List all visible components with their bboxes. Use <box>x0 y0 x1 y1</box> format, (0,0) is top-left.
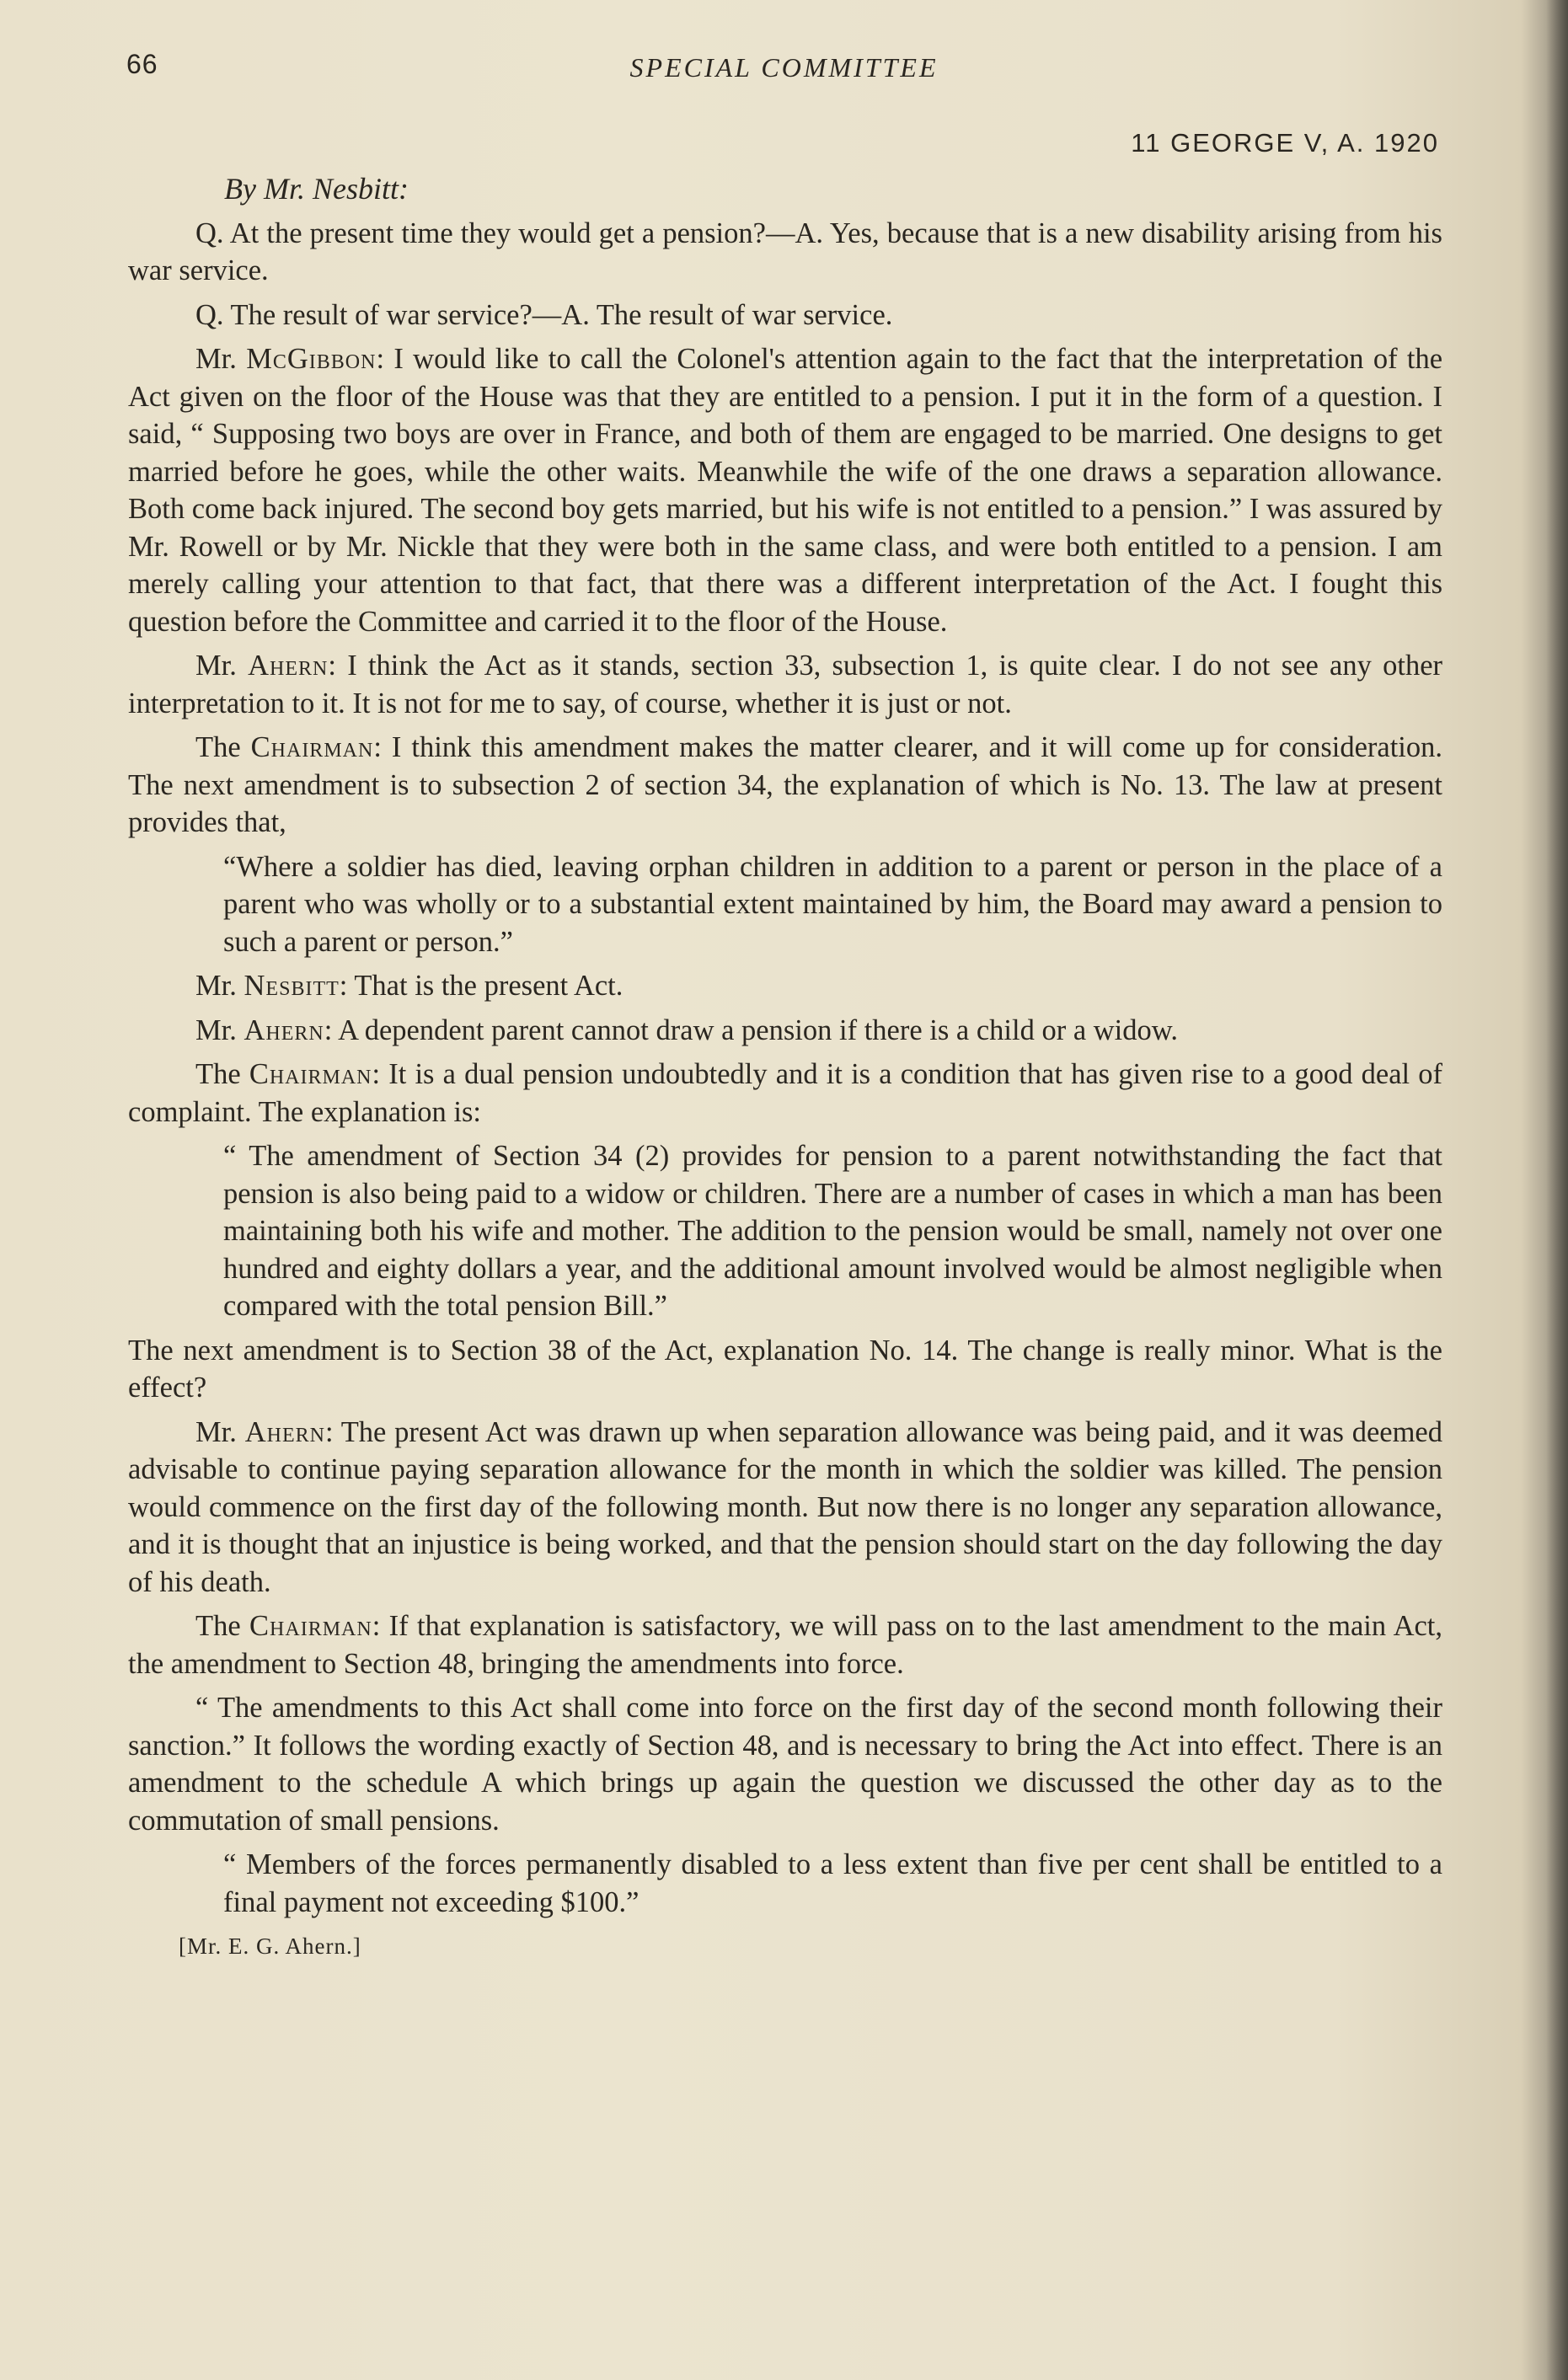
speaker-name: Chairman <box>249 1610 372 1642</box>
speaker-lead: Mr. <box>195 343 237 375</box>
page-number: 66 <box>126 49 158 79</box>
session-label: 11 GEORGE V, A. 1920 <box>1131 128 1439 158</box>
quoted-section-paragraph: “ The amendments to this Act shall come into force on the first day of the second month following their sanction.” It follows the wording exactly of Section 48, and is necessary to bring the Act into effect. There is an amendment to the schedule A which brings up again the question we discussed the other day as to the commutation of small pensions. <box>128 1692 1442 1837</box>
speech-text: : I think the Act as it stands, section 33, subsection 1, is quite clear. I do not see any other interpretation to it. It is not for me to say, of course, whether it is just or not. <box>128 650 1443 719</box>
speaker-lead: The <box>195 731 241 763</box>
speaker-name: Nesbitt <box>243 970 340 1002</box>
speech-ahern <box>128 1414 1442 1602</box>
speaker-lead: Mr. <box>195 1014 237 1046</box>
speech-chairman <box>128 729 1442 842</box>
block-quote: “Where a soldier has died, leaving orphan children in addition to a parent or person in the place of a parent who was wholly or to a substantial extent maintained by him, the Board may award a pension to such a parent or person.” <box>223 850 1442 958</box>
speech-chairman <box>128 1056 1442 1131</box>
page-edge-shadow <box>1546 0 1568 2380</box>
speaker-lead: Mr. <box>195 970 237 1002</box>
speaker-name: Ahern <box>243 1014 324 1046</box>
speaker-footer: [Mr. E. G. Ahern.] <box>179 1933 361 1959</box>
speaker-name: Chairman <box>250 731 374 763</box>
speech-ahern <box>128 647 1442 722</box>
speaker-name: Ahern <box>248 650 329 682</box>
block-quote: “ Members of the forces permanently disabled to a less extent than five per cent shall be entitled to a final payment not exceeding $100.” <box>223 1848 1442 1918</box>
speaker-lead: Mr. <box>195 650 237 682</box>
speech-text: : A dependent parent cannot draw a pension if there is a child or a widow. <box>324 1014 1179 1046</box>
speech-text: : I think this amendment makes the matter clearer, and it will come up for consideration. The next amendment is to subsection 2 of section 34, the explanation of which is No. 13. The law at present provides that, <box>128 731 1443 838</box>
speech-text: : That is the present Act. <box>339 970 623 1002</box>
speech-mcgibbon <box>128 340 1442 640</box>
block-quote: “ The amendment of Section 34 (2) provides for pension to a parent notwithstanding the fact that pension is also being paid to a widow or children. There are a number of cases in which a man has been maintaining both his wife and mother. The addition to the pension would be small, namely not over one hundred and eighty dollars a year, and the additional amount involved would be almost negligible when compared with the total pension Bill.” <box>223 1140 1442 1322</box>
speaker-lead: The <box>195 1610 241 1642</box>
running-title: SPECIAL COMMITTEE <box>629 52 939 83</box>
question-paragraph: Q. The result of war service?—A. The result of war service. <box>195 298 893 331</box>
speech-nesbitt <box>128 967 1442 1005</box>
speaker-lead: The <box>195 1058 241 1090</box>
speech-chairman <box>128 1607 1442 1682</box>
continued-paragraph: The next amendment is to Section 38 of the Act, explanation No. 14. The change is really minor. What is the effect? <box>128 1334 1442 1404</box>
speech-text: : The present Act was drawn up when separation allowance was being paid, and it was deemed advisable to continue paying separation allowance for the month in which the soldier was killed. The pension would commence on the first day of the following month. But now there is no longer any separation allowance, and it is thought that an injustice is being worked, and that the pension should start on the day following the day of his death. <box>128 1415 1442 1598</box>
byline: By Mr. Nesbitt: <box>224 172 409 206</box>
speech-ahern <box>128 1012 1442 1050</box>
speaker-name: Ahern <box>244 1415 325 1448</box>
speaker-name: McGibbon <box>246 343 377 375</box>
speech-text: : If that explanation is satisfactory, we will pass on to the last amendment to the main Act, the amendment to Section 48, bringing the amendments into force. <box>128 1610 1443 1680</box>
speech-text: : I would like to call the Colonel's attention again to the fact that the interpretation of the Act given on the floor of the House was that they are entitled to a pension. I put it in the form of a question. I said, “ Supposing two boys are over in France, and both of them are engaged to be married. One designs to get married before he goes, while the other waits. Meanwhile the wife of the one draws a separation allowance. Both come back injured. The second boy gets married, but his wife is not entitled to a pension.” I was assured by Mr. Rowell or by Mr. Nickle that they were both in the same class, and were both entitled to a pension. I am merely calling your attention to that fact, that there was a different interpretation of the Act. I fought this question before the Committee and carried it to the floor of the House. <box>128 343 1443 638</box>
document-body <box>128 170 1442 1966</box>
speech-text: : It is a dual pension undoubtedly and it is a condition that has given rise to a good deal of complaint. The explanation is: <box>128 1058 1443 1128</box>
speaker-lead: Mr. <box>195 1415 237 1448</box>
speaker-name: Chairman <box>249 1058 372 1090</box>
question-paragraph: Q. At the present time they would get a pension?—A. Yes, because that is a new disability arising from his war service. <box>128 217 1442 286</box>
